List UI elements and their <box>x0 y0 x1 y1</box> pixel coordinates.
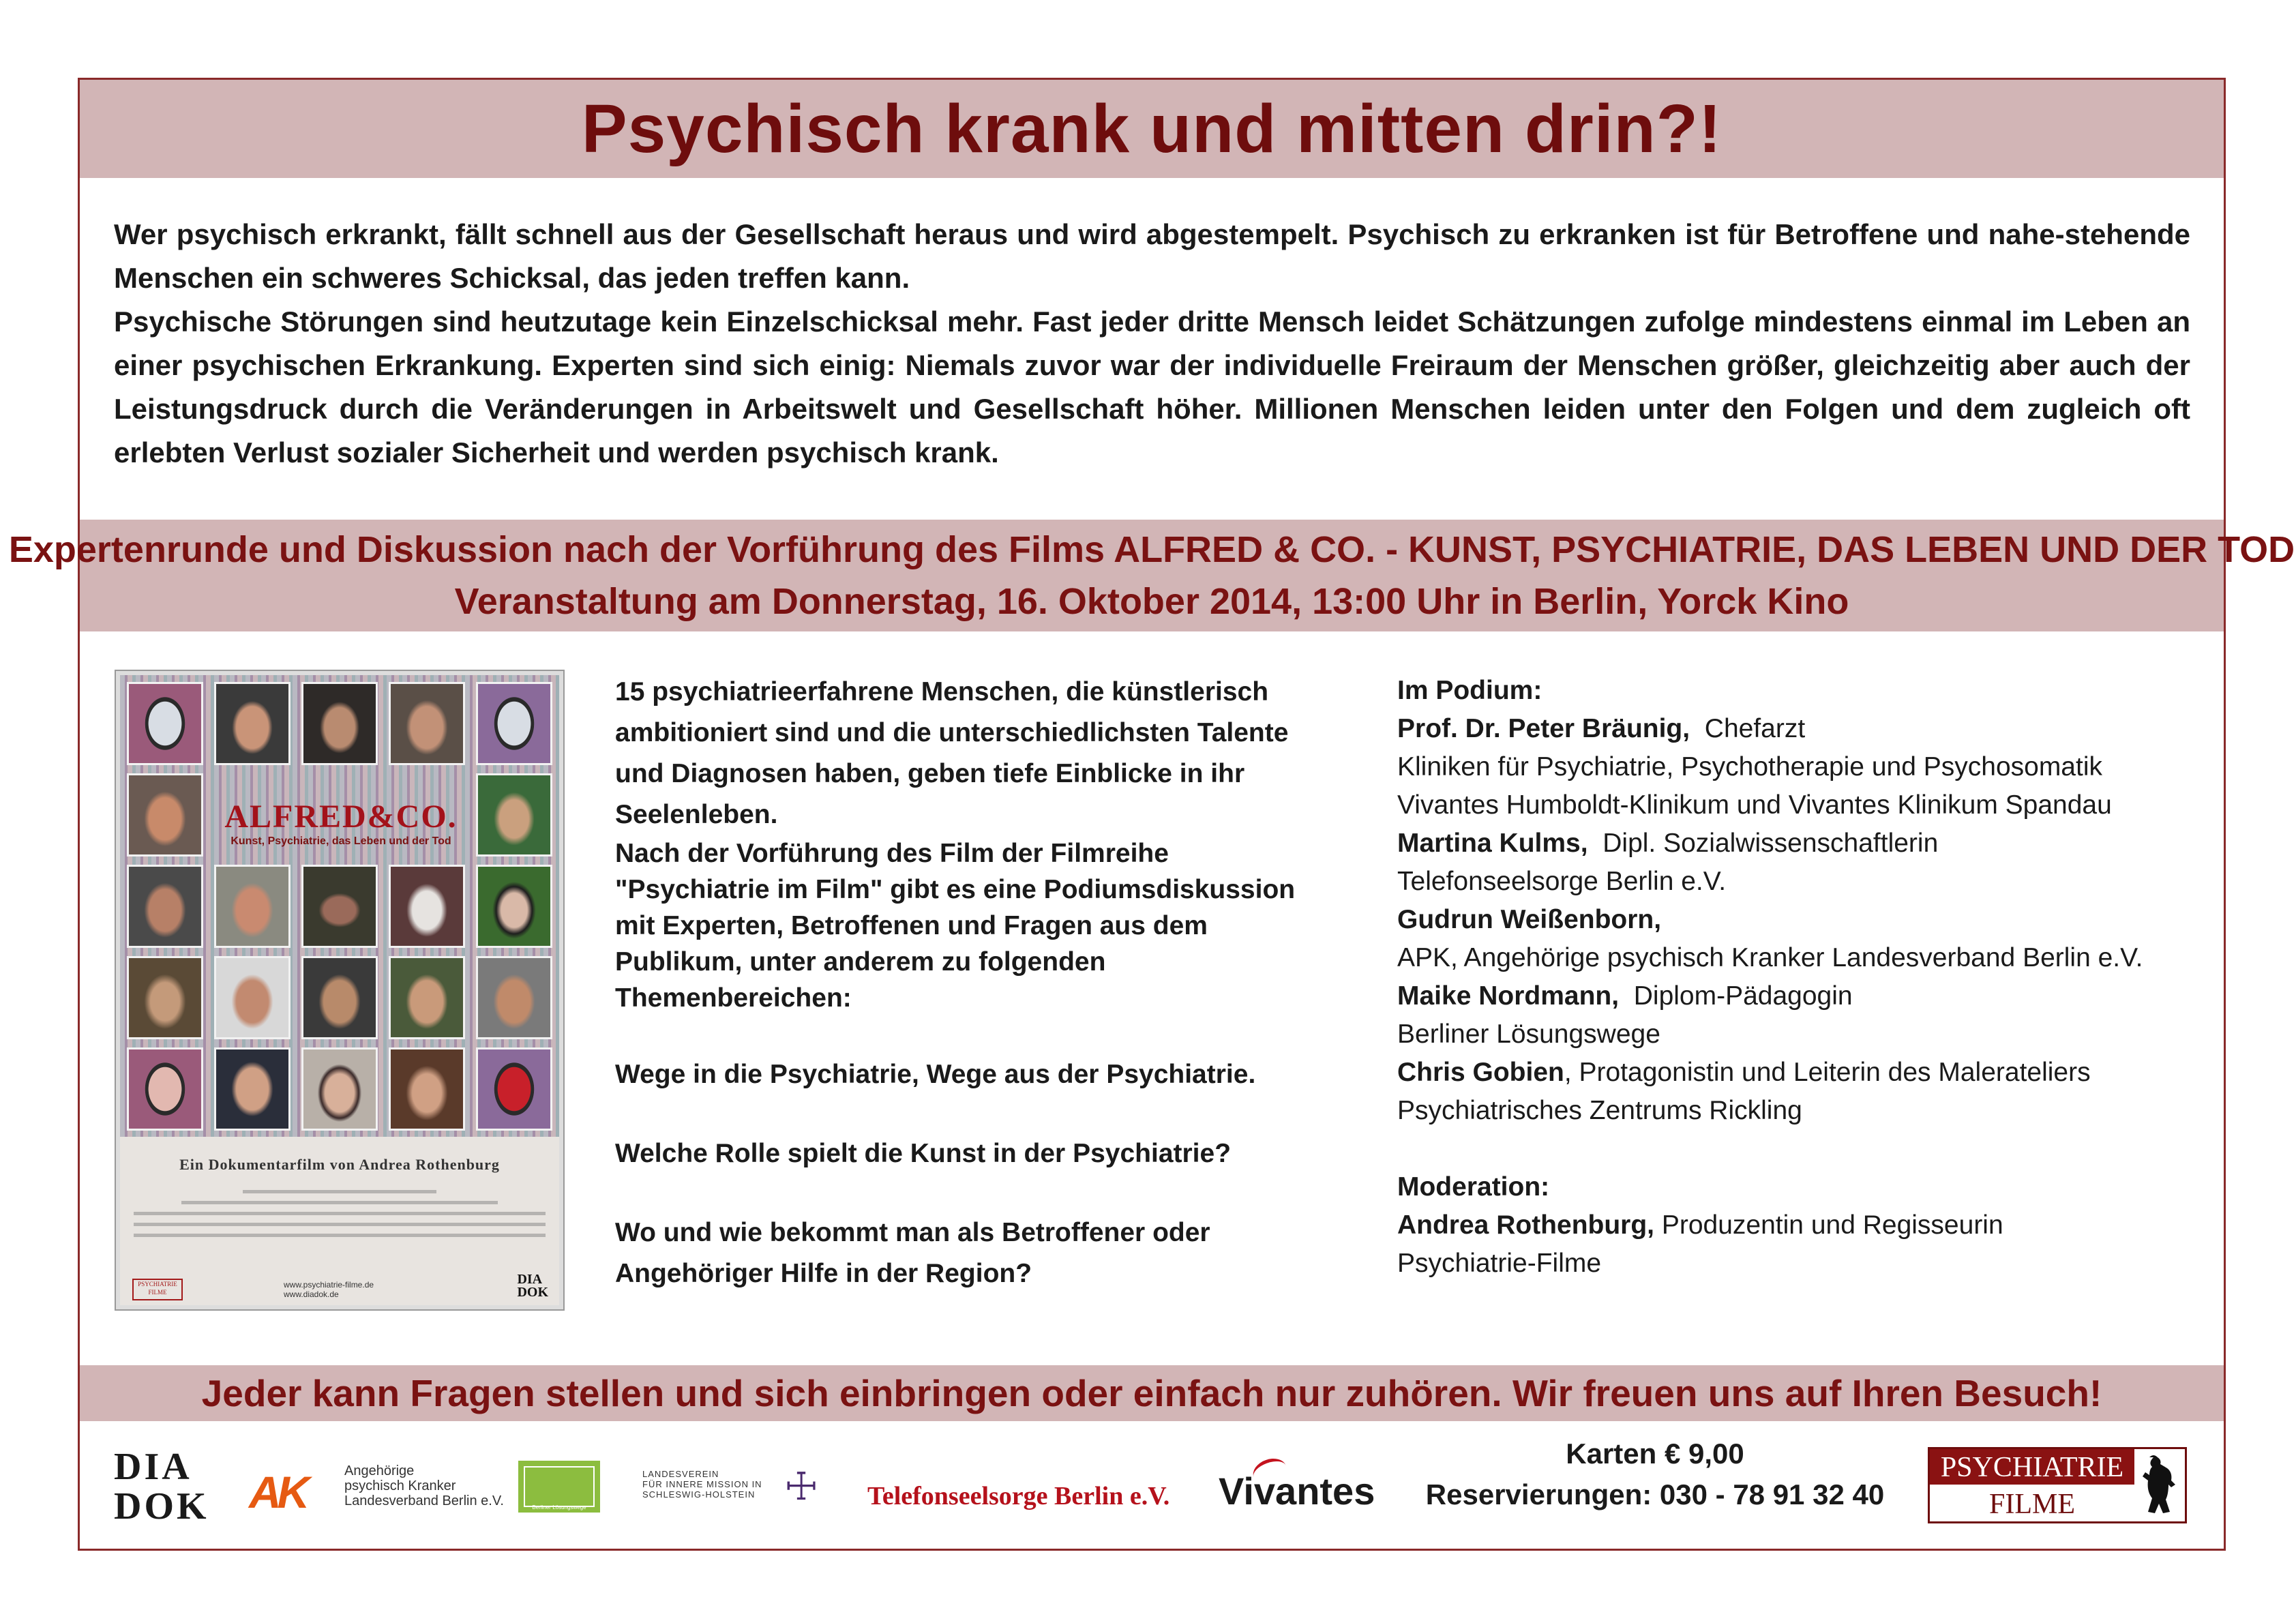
portrait-mask <box>476 682 552 765</box>
intro-paragraph-1: Wer psychisch erkrankt, fällt schnell aus der Gesellschaft heraus und wird abgestempelt. Psychisch zu erkranken ist für Betroffene und nahe-stehende Menschen ein schweres Schicksal, das jeden treffen kann. <box>114 218 2190 294</box>
moderator-affiliation: Psychiatrie-Filme <box>1397 1249 1602 1278</box>
diadok-logo <box>114 1447 209 1526</box>
topic-1: Wege in die Psychiatrie, Wege aus der Psychiatrie. <box>615 1060 1256 1089</box>
panelist-affiliation: Telefonseelsorge Berlin e.V. <box>1397 867 1727 896</box>
portrait <box>476 773 552 857</box>
landesverein-logo-text <box>642 1469 762 1500</box>
poster-portrait-grid <box>127 682 554 1132</box>
pf-logo-bottom: FILME <box>1989 1489 2075 1520</box>
portrait-mask <box>127 682 203 765</box>
panelist-role: Chefarzt <box>1704 714 1806 743</box>
podium-heading: Im Podium: <box>1397 676 1542 705</box>
event-band <box>8 520 2295 631</box>
berliner-loesungswege-logo <box>518 1461 600 1513</box>
poster-title: ALFRED&CO. <box>224 799 458 835</box>
portrait <box>301 1047 378 1131</box>
panelist-name: Martina Kulms, <box>1397 829 1588 858</box>
panelist-name: Maike Nordmann, <box>1397 981 1620 1011</box>
credit-line <box>181 1201 498 1204</box>
poster-urls <box>284 1280 374 1299</box>
reservation-phone: Reservierungen: 030 - 78 91 32 40 <box>1425 1478 1885 1510</box>
credit-line <box>134 1212 546 1215</box>
credit-line <box>134 1234 546 1237</box>
title-band <box>80 80 2224 178</box>
apk-logo-text <box>344 1463 504 1508</box>
lvim-line-3: SCHLESWIG-HOLSTEIN <box>642 1489 756 1500</box>
portrait <box>127 865 203 948</box>
portrait <box>214 956 290 1039</box>
apk-line-2: psychisch Kranker <box>344 1478 456 1493</box>
intro-text <box>114 213 2190 475</box>
film-description <box>615 672 1317 1294</box>
ticket-info <box>1416 1433 1894 1515</box>
panelist-affiliation: Vivantes Humboldt-Klinikum und Vivantes Klinikum Spandau <box>1397 790 2112 820</box>
lvim-line-1: LANDESVEREIN <box>642 1469 719 1479</box>
event-date: Veranstaltung am Donnerstag, 16. Oktober 2014, 13:00 Uhr in Berlin, Yorck Kino <box>454 581 1849 622</box>
poster-caption: Ein Dokumentarfilm von Andrea Rothenburg <box>179 1156 500 1173</box>
footer-band <box>80 1365 2224 1421</box>
flyer-frame <box>8 78 2295 1551</box>
panelist-role: Dipl. Sozialwissenschaftlerin <box>1602 829 1939 858</box>
panelist-role: Diplom-Pädagogin <box>1633 981 1853 1011</box>
poster-psychiatrie-filme-logo: PSYCHIATRIE FILME <box>132 1279 183 1300</box>
apk-line-1: Angehörige <box>344 1463 415 1478</box>
poster-title-block <box>211 798 471 848</box>
lvim-line-2: FÜR INNERE MISSION IN <box>642 1479 762 1489</box>
portrait <box>476 865 552 948</box>
footer-invitation: Jeder kann Fragen stellen und sich einbringen oder einfach nur zuhören. Wir freuen uns auf Ihren Besuch! <box>201 1372 2102 1414</box>
berliner-loesungswege-label: Berliner Lösungswege <box>532 1504 586 1510</box>
credit-line <box>243 1190 436 1193</box>
portrait <box>476 956 552 1039</box>
panelist-affiliation: Psychiatrisches Zentrums Rickling <box>1397 1096 1802 1125</box>
portrait <box>389 682 465 765</box>
moderator-name: Andrea Rothenburg, <box>1397 1210 1654 1240</box>
panelist-name: Gudrun Weißenborn, <box>1397 905 1662 934</box>
credit-line <box>134 1223 546 1226</box>
panelist-name: Prof. Dr. Peter Bräunig, <box>1397 714 1690 743</box>
apk-line-3: Landesverband Berlin e.V. <box>344 1493 504 1508</box>
diadok-logo-top: DIA <box>114 1446 192 1488</box>
topic-2: Welche Rolle spielt die Kunst in der Psychiatrie? <box>615 1139 1232 1168</box>
portrait-mask <box>127 1047 203 1131</box>
telefonseelsorge-logo: Telefonseelsorge Berlin e.V. <box>867 1482 1170 1510</box>
poster-url-2: www.diadok.de <box>284 1290 339 1299</box>
topic-3: Wo und wie bekommt man als Betroffener oder Angehöriger Hilfe in der Region? <box>615 1218 1210 1288</box>
panelist-affiliation: Berliner Lösungswege <box>1397 1019 1660 1049</box>
discussion-intro: Nach der Vorführung des Film der Filmreihe "Psychiatrie im Film" gibt es eine Podiumsdiskussion mit Experten, Betroffenen und Fragen aus dem Publikum, unter anderem zu folgenden Themenbereichen: <box>615 839 1296 1013</box>
portrait-sculpture <box>301 865 378 948</box>
portrait <box>127 956 203 1039</box>
moderator-role: Produzentin und Regisseurin <box>1661 1210 2003 1240</box>
apk-logo <box>249 1461 504 1517</box>
panelist-name: Chris Gobien <box>1397 1058 1564 1087</box>
moderation-heading: Moderation: <box>1397 1172 1550 1202</box>
poster-subtitle: Kunst, Psychiatrie, das Leben und der Tod <box>230 835 451 847</box>
poster-credits <box>120 1137 559 1305</box>
portrait <box>127 773 203 857</box>
film-summary: 15 psychiatrieerfahrene Menschen, die künstlerisch ambitioniert sind und die unterschiedlichsten Talente und Diagnosen haben, geben tiefe Einblicke in ihr Seelenleben. <box>615 677 1289 829</box>
berlin-bear-icon <box>2136 1452 2181 1519</box>
berliner-loesungswege-frame <box>524 1466 595 1507</box>
portrait <box>389 956 465 1039</box>
portrait <box>301 682 378 765</box>
cross-icon: ☩ <box>784 1465 819 1508</box>
vivantes-wordmark: Vivantes <box>1219 1470 1375 1513</box>
intro-paragraph-2: Psychische Störungen sind heutzutage kein Einzelschicksal mehr. Fast jeder dritte Mensch leidet Schätzungen zufolge mindestens einmal im Leben an einer psychischen Erkrankung. Experten sind sich einig: Niemals zuvor war der individuelle Freiraum der Menschen größer, gleichzeitig aber auch der Leistungsdruck durch die Veränderungen in Arbeitswelt und Gesellschaft höher. Millionen Menschen leiden unter den Folgen und dem zugleich oft erlebten Verlust sozialer Sicherheit und werden psychisch krank. <box>114 306 2190 468</box>
poster-diadok-logo <box>517 1273 548 1299</box>
vivantes-logo <box>1219 1469 1375 1513</box>
panelist-affiliation: Kliniken für Psychiatrie, Psychotherapie und Psychosomatik <box>1397 752 2102 781</box>
portrait-mask <box>476 1047 552 1131</box>
sponsor-logos <box>80 1427 2224 1549</box>
event-title: Expertenrunde und Diskussion nach der Vorführung des Films ALFRED & CO. - KUNST, PSYCHIATRIE, DAS LEBEN UND DER TOD <box>8 529 2295 570</box>
ticket-price: Karten € 9,00 <box>1566 1438 1744 1470</box>
poster-logo-dok: DOK <box>517 1285 548 1300</box>
psychiatrie-filme-logo <box>1928 1447 2187 1523</box>
film-poster <box>115 670 565 1311</box>
portrait <box>214 865 290 948</box>
poster-url-1: www.psychiatrie-filme.de <box>284 1280 374 1290</box>
diadok-logo-bottom: DOK <box>114 1485 209 1528</box>
pf-logo-top: PSYCHIATRIE <box>1930 1449 2134 1485</box>
page-title: Psychisch krank und mitten drin?! <box>581 90 1723 167</box>
apk-logo-mark: AK <box>249 1467 306 1517</box>
panelist-role: , Protagonistin und Leiterin des Malerateliers <box>1564 1058 2091 1087</box>
portrait <box>214 1047 290 1131</box>
panelist-affiliation: APK, Angehörige psychisch Kranker Landesverband Berlin e.V. <box>1397 943 2143 972</box>
poster-logo-dia: DIA <box>517 1272 543 1287</box>
portrait <box>214 682 290 765</box>
podium-list <box>1397 672 2216 1283</box>
portrait <box>389 1047 465 1131</box>
portrait <box>301 956 378 1039</box>
portrait <box>389 865 465 948</box>
